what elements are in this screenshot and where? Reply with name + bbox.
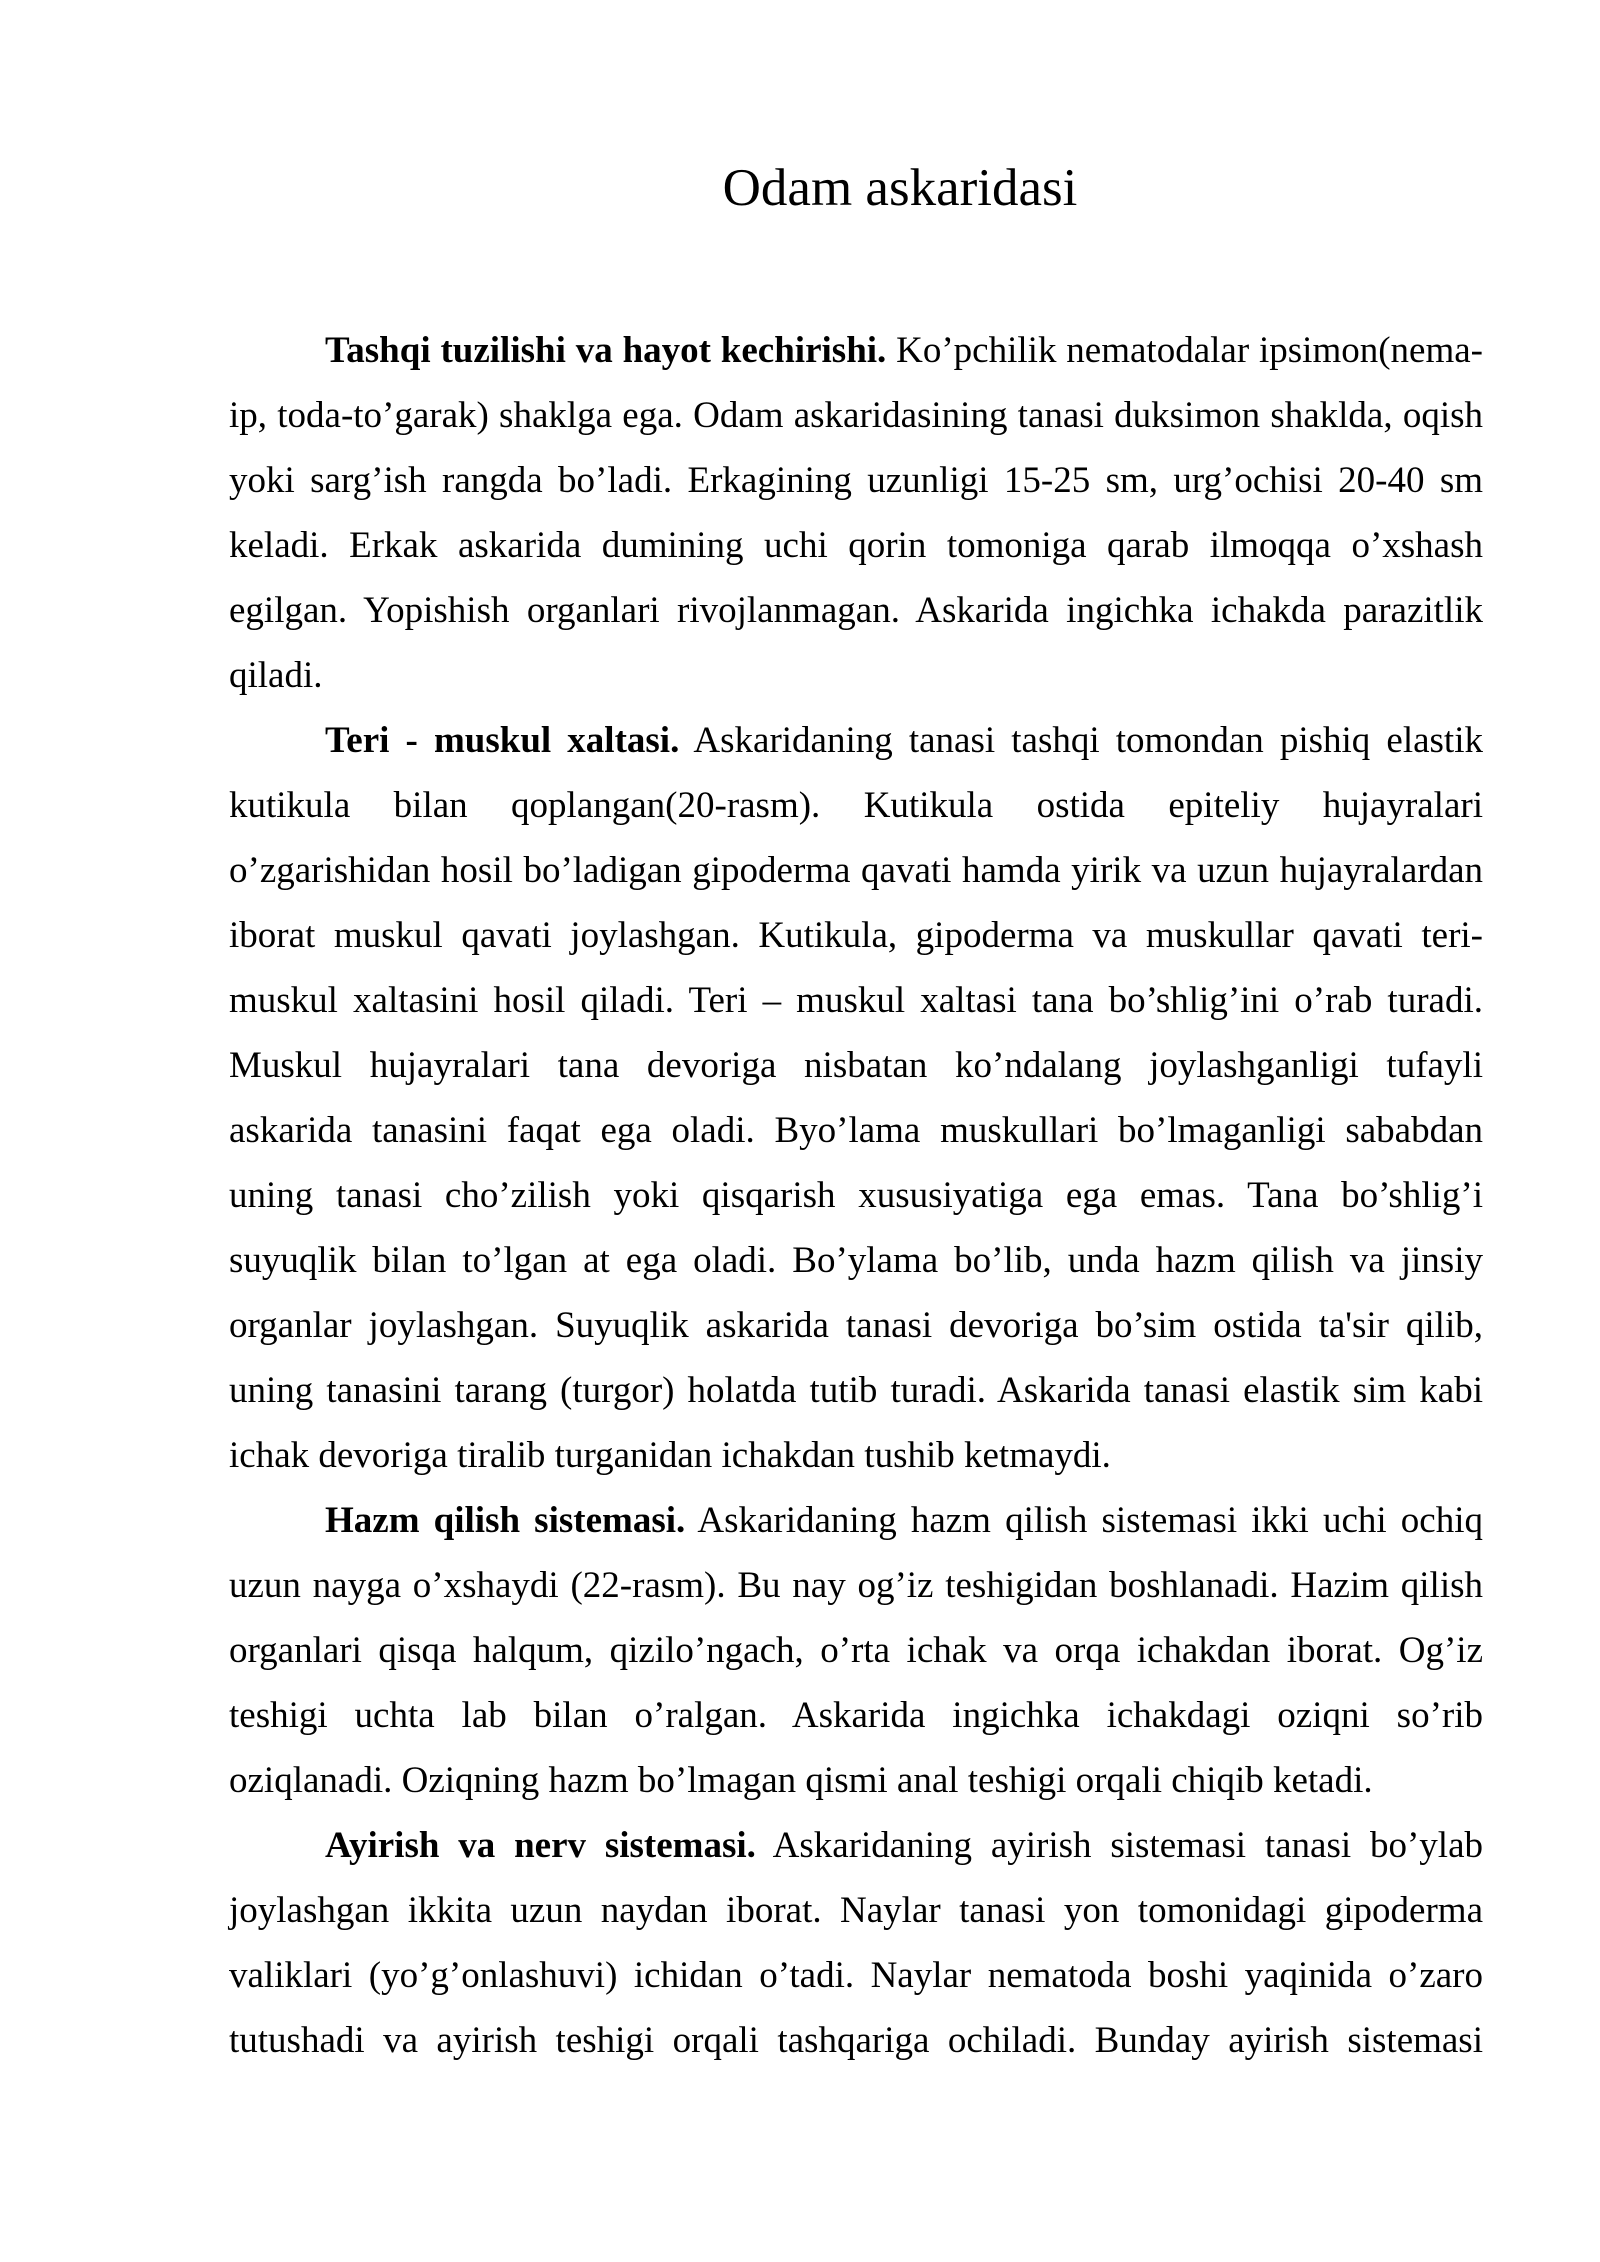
paragraph-heading: Teri - muskul xaltasi. — [325, 720, 680, 761]
paragraph-heading: Ayirish va nerv sistemasi. — [325, 1825, 756, 1866]
paragraph-text: Ko’pchilik nematodalar ipsimon(nema-ip, toda-to’garak) shaklga ega. Odam askaridasining tanasi duksimon shaklda, oqish yoki sarg’ish rangda bo’ladi. Erkagining uzunligi 15-25 sm, urg’ochisi 20-40 sm keladi. Erkak askarida dumining uchi qorin tomoniga qarab ilmoqqa o’xshash egilgan. Yopishish organlari rivojlanmagan. Askarida ingichka ichakda parazitlik qiladi. — [229, 330, 1483, 696]
paragraph-external-structure — [229, 318, 1483, 708]
page-title: Odam askaridasi — [722, 159, 1078, 217]
paragraph-digestive-system — [229, 1488, 1483, 1813]
paragraph-text: Askaridaning tanasi tashqi tomondan pishiq elastik kutikula bilan qoplangan(20-rasm). Kutikula ostida epiteliy hujayralari o’zgarishidan hosil bo’ladigan gipoderma qavati hamda yirik va uzun hujayralardan iborat muskul qavati joylashgan. Kutikula, gipoderma va muskullar qavati teri-muskul xaltasini hosil qiladi. Teri – muskul xaltasi tana bo’shlig’ini o’rab turadi. Muskul hujayralari tana devoriga nisbatan ko’ndalang joylashganligi tufayli askarida tanasini faqat ega oladi. Byo’lama muskullari bo’lmaganligi sababdan uning tanasi cho’zilish yoki qisqarish xususiyatiga ega emas. Tana bo’shlig’i suyuqlik bilan to’lgan at ega oladi. Bo’ylama bo’lib, unda hazm qilish va jinsiy organlar joylashgan. Suyuqlik askarida tanasi devoriga bo’sim ostida ta'sir qilib, uning tanasini tarang (turgor) holatda tutib turadi. Askarida tanasi elastik sim kabi ichak devoriga tiralib turganidan ichakdan tushib ketmaydi. — [229, 720, 1483, 1476]
paragraph-excretory-nervous-system — [229, 1813, 1483, 2073]
document-body — [229, 318, 1483, 2073]
paragraph-text: Askaridaning ayirish sistemasi tanasi bo’ylab joylashgan ikkita uzun naydan iborat. Naylar tanasi yon tomonidagi gipoderma valiklari (yo’g’onlashuvi) ichidan o’tadi. Naylar nematoda boshi yaqinida o’zaro tutushadi va ayirish teshigi orqali tashqariga ochiladi. Bunday ayirish sistemasi — [229, 1825, 1483, 2061]
paragraph-skin-muscle-sac — [229, 708, 1483, 1488]
paragraph-text: Askaridaning hazm qilish sistemasi ikki uchi ochiq uzun nayga o’xshaydi (22-rasm). Bu nay og’iz teshigidan boshlanadi. Hazim qilish organlari qisqa halqum, qizilo’ngach, o’rta ichak va orqa ichakdan iborat. Og’iz teshigi uchta lab bilan o’ralgan. Askarida ingichka ichakdagi oziqni so’rib oziqlanadi. Oziqning hazm bo’lmagan qismi anal teshigi orqali chiqib ketadi. — [229, 1500, 1483, 1801]
paragraph-heading: Tashqi tuzilishi va hayot kechirishi. — [325, 330, 887, 371]
paragraph-heading: Hazm qilish sistemasi. — [325, 1500, 686, 1541]
